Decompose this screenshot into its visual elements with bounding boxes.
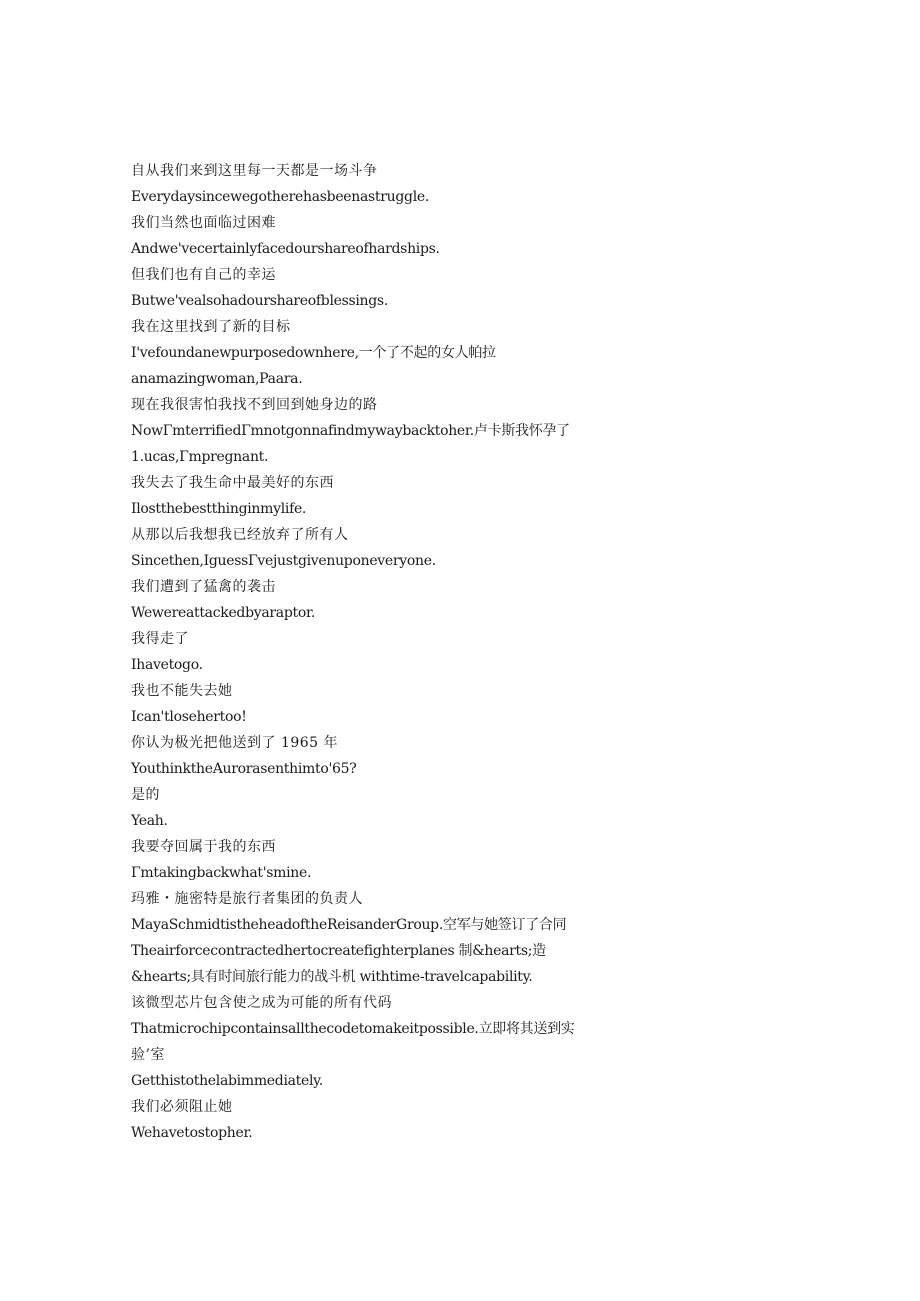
text-line: YouthinktheAurorasenthimto'65?	[131, 761, 357, 777]
text-line: 你认为极光把他送到了 1965 年	[131, 735, 339, 751]
text-line: 我在这里找到了新的目标	[131, 319, 291, 335]
text-line: Sincethen,IguessΓvejustgivenuponeveryone.	[131, 553, 436, 569]
text-line: Wehavetostopher.	[131, 1125, 253, 1141]
text-line: 我们遭到了猛禽的袭击	[131, 579, 276, 595]
text-line: Andwe'vecertainlyfacedourshareofhardships.	[131, 241, 440, 257]
text-line: 我失去了我生命中最美好的东西	[131, 475, 334, 491]
text-line: Wewereattackedbyaraptor.	[131, 605, 315, 621]
text-line: 验’室	[131, 1047, 165, 1063]
text-line: 从那以后我想我已经放弃了所有人	[131, 527, 349, 543]
text-line: 自从我们来到这里每一天都是一场斗争	[131, 163, 378, 179]
text-line: Ihavetogo.	[131, 657, 203, 673]
text-line: anamazingwoman,Paara.	[131, 371, 303, 387]
text-line: 我要夺回属于我的东西	[131, 839, 276, 855]
text-line: 我们当然也面临过困难	[131, 215, 276, 231]
text-line: 我也不能失去她	[131, 683, 233, 699]
text-line: 该微型芯片包含使之成为可能的所有代码	[131, 995, 392, 1011]
text-line: 但我们也有自己的幸运	[131, 267, 276, 283]
text-line: I'vefoundanewpurposedownhere,一个了不起的女人帕拉	[131, 345, 496, 361]
text-line: Getthistothelabimmediately.	[131, 1073, 324, 1089]
text-line: 玛雅・施密特是旅行者集团的负责人	[131, 891, 363, 907]
text-line: Everydaysincewegotherehasbeenastruggle.	[131, 189, 430, 205]
text-line: Theairforcecontractedhertocreatefighterplanes 制&hearts;造	[131, 943, 546, 959]
text-line: 1.ucas,Γmpregnant.	[131, 449, 269, 465]
text-line: Ilostthebestthinginmylife.	[131, 501, 307, 517]
text-line: Thatmicrochipcontainsallthecodetomakeitpossible.立即将其送到实	[131, 1021, 575, 1037]
text-line: &hearts;具有时间旅行能力的战斗机 withtime-travelcapability.	[131, 969, 533, 985]
text-line: MayaSchmidtistheheadoftheReisanderGroup.空军与她签订了合同	[131, 917, 567, 933]
text-line: NowΓmterrifiedΓmnotgonnafindmywaybacktoher.卢卡斯我怀孕了	[131, 423, 570, 439]
text-line: 是的	[131, 787, 160, 803]
text-line: Butwe'vealsohadourshareofblessings.	[131, 293, 388, 309]
subtitle-document	[131, 158, 601, 1146]
text-line: 我得走了	[131, 631, 189, 647]
text-line: Yeah.	[131, 813, 168, 829]
text-line: 我们必须阻止她	[131, 1099, 233, 1115]
text-line: 现在我很害怕我找不到回到她身边的路	[131, 397, 378, 413]
text-line: Ican'tlosehertoo!	[131, 709, 247, 725]
text-line: Γmtakingbackwhat'smine.	[131, 865, 312, 881]
